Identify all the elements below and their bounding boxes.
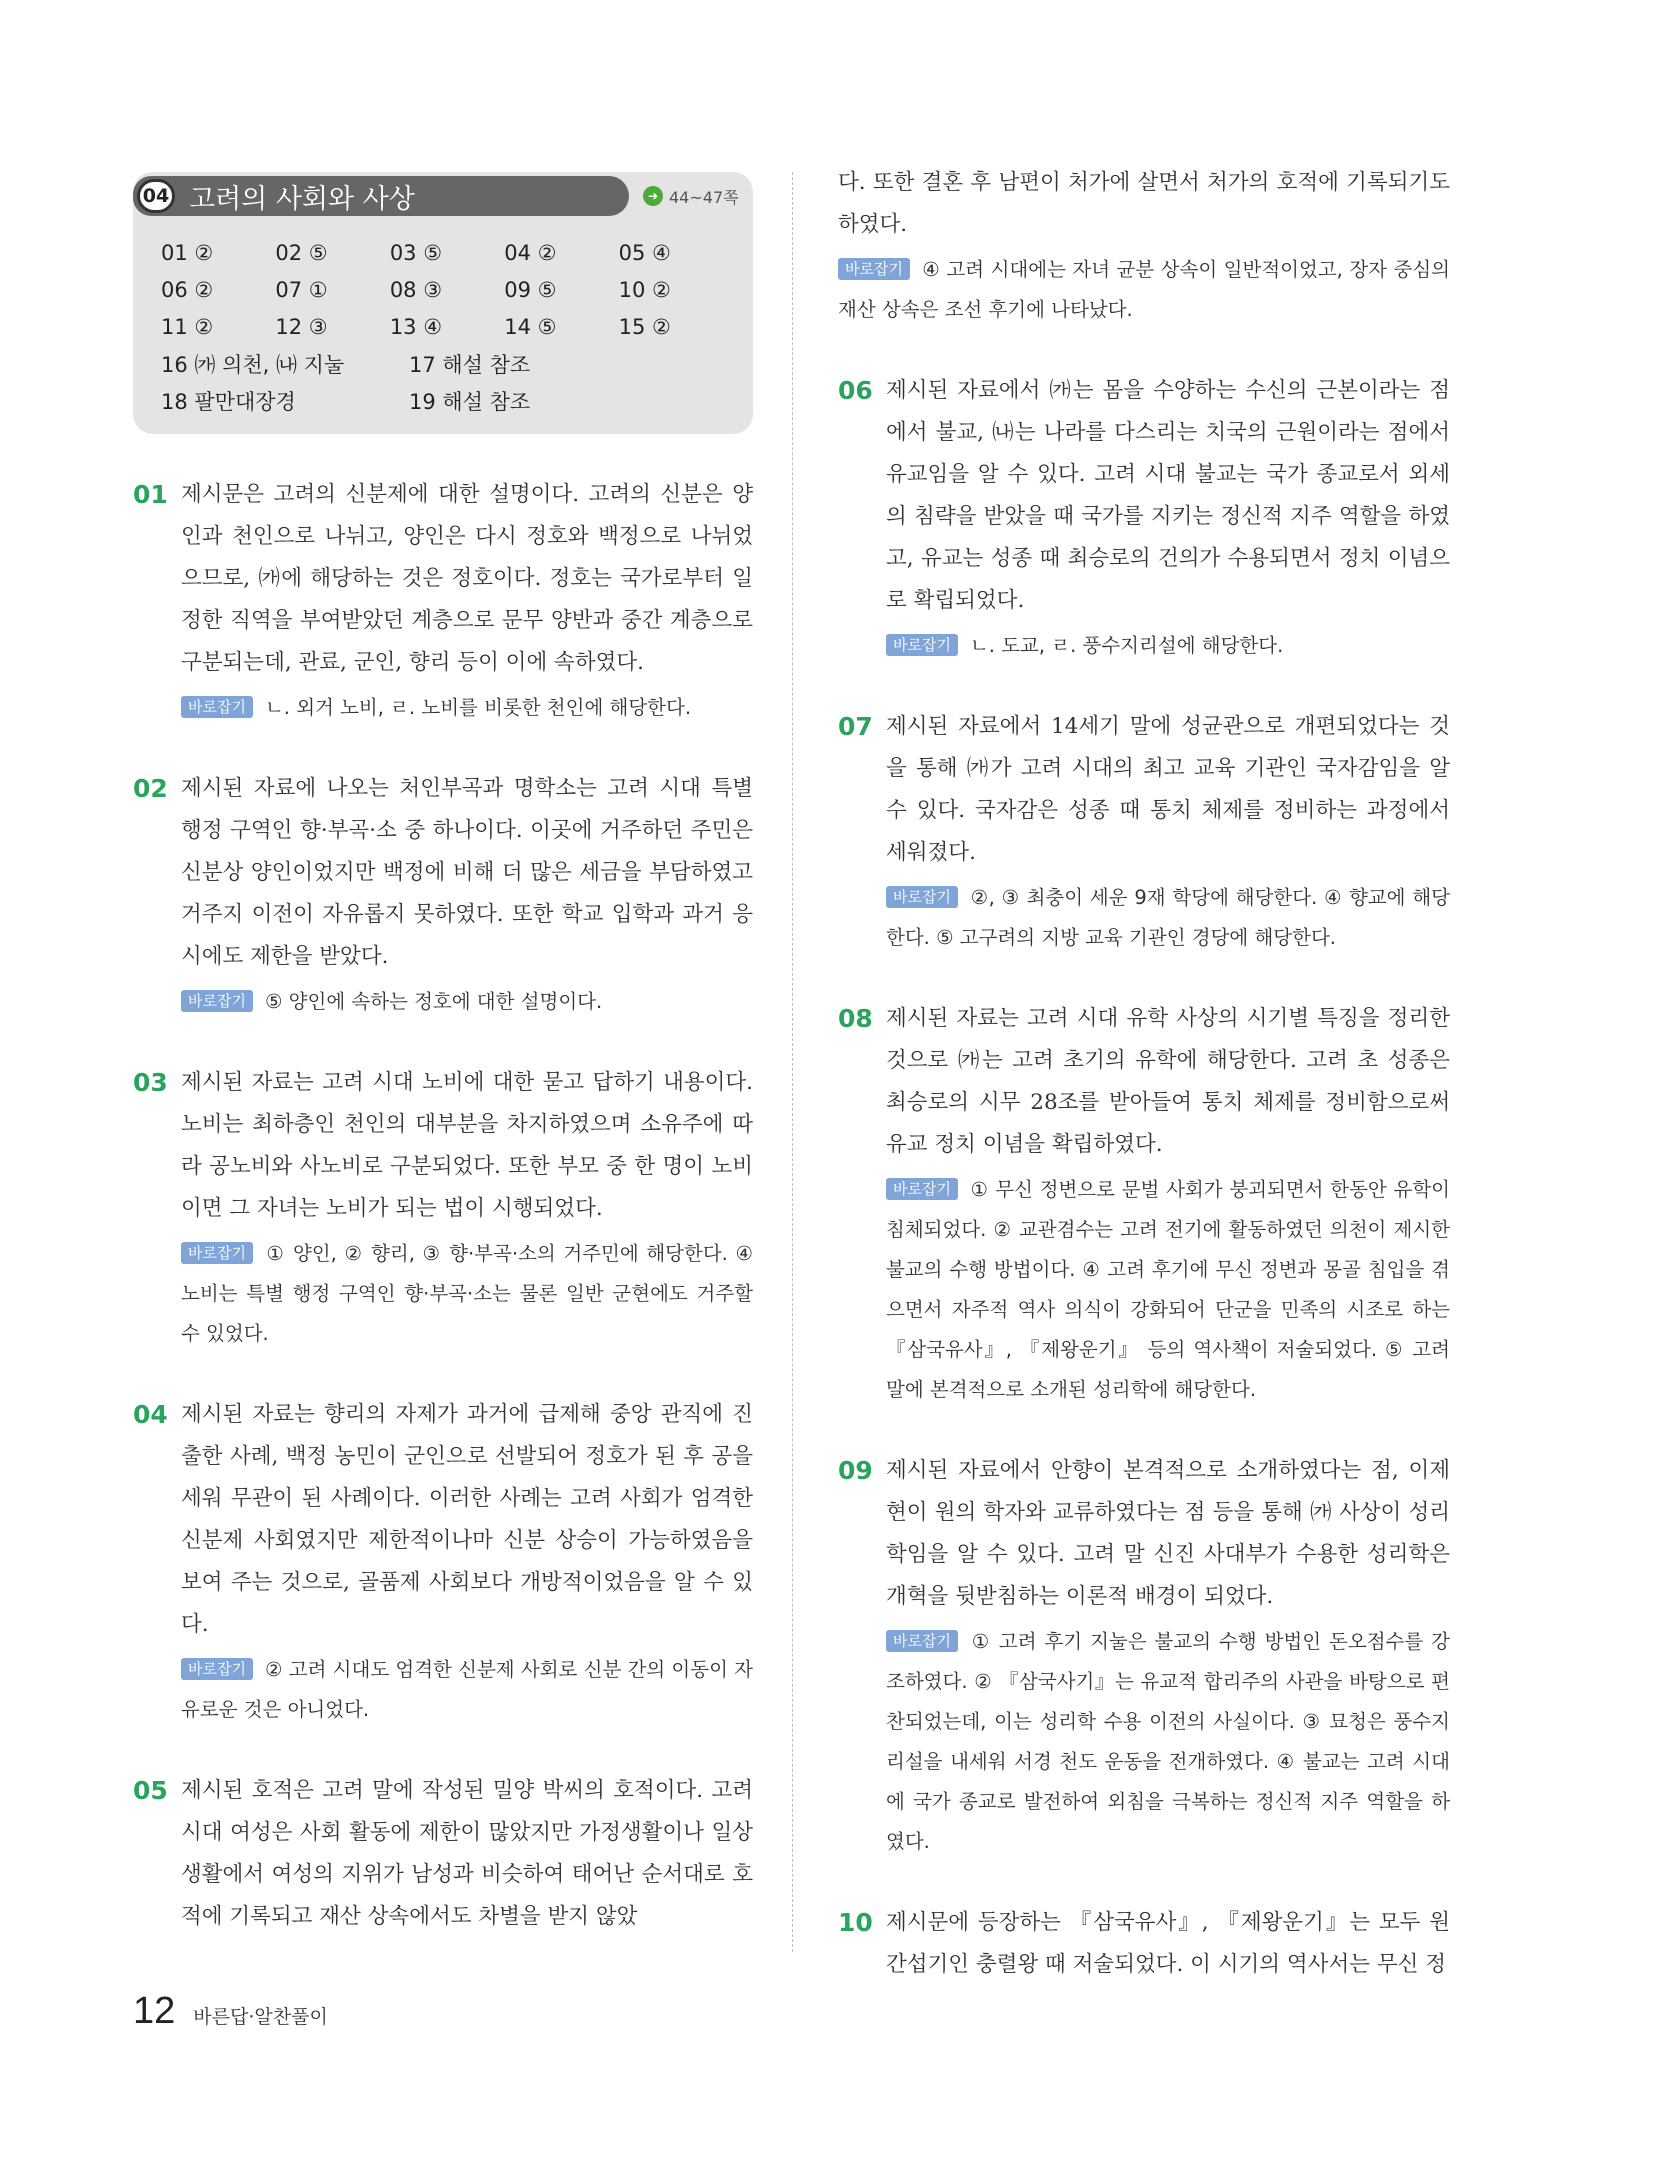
explanation-text: 제시된 자료에 나오는 처인부곡과 명학소는 고려 시대 특별 행정 구역인 향·부곡·소 중 하나이다. 이곳에 거주하던 주민은 신분상 양인이었지만 백정에 비해 더 많은 세금을 부담하였고 거주지 이전이 자유롭지 못하였다. 또한 학교 입학과 과거 응시에도 제한을 받았다. bbox=[181, 776, 753, 969]
explanation-text: 제시된 자료에서 안향이 본격적으로 소개하였다는 점, 이제현이 원의 학자와 교류하였다는 점 등을 통해 ㈎ 사상이 성리학임을 알 수 있다. 고려 말 신진 사대부가 수용한 성리학은 개혁을 뒷받침하는 이론적 배경이 되었다. bbox=[886, 1458, 1450, 1609]
page-reference bbox=[643, 178, 739, 214]
answer-cell: 08 ③ bbox=[389, 277, 443, 302]
left-column bbox=[133, 172, 753, 1978]
answer-cell: 04 ② bbox=[504, 240, 557, 265]
explanation-text: 제시된 자료는 고려 시대 노비에 대한 묻고 답하기 내용이다. 노비는 최하층인 천인의 대부분을 차지하였으며 소유주에 따라 공노비와 사노비로 구분되었다. 또한 부모 중 한 명이 노비이면 그 자녀는 노비가 되는 법이 시행되었다. bbox=[181, 1070, 753, 1221]
explanation-text: 제시된 자료는 고려 시대 유학 사상의 시기별 특징을 정리한 것으로 ㈎는 고려 초기의 유학에 해당한다. 고려 초 성종은 최승로의 시무 28조를 받아들여 통치 체제를 정비함으로써 유교 정치 이념을 확립하였다. bbox=[886, 1006, 1450, 1157]
answer-row bbox=[161, 308, 733, 345]
book-label: 바른답·알찬풀이 bbox=[193, 2006, 328, 2028]
question-number: 08 bbox=[838, 1004, 873, 1033]
answer-cell: 05 ④ bbox=[618, 240, 671, 265]
answer-cell: 18 팔만대장경 bbox=[161, 389, 296, 414]
correction-badge: 바로잡기 bbox=[886, 634, 958, 656]
question-02 bbox=[133, 768, 753, 1022]
arrow-icon: ➔ bbox=[643, 186, 663, 206]
answer-cell: 03 ⑤ bbox=[389, 240, 443, 265]
answer-cell: 01 ② bbox=[161, 240, 214, 265]
question-number: 06 bbox=[838, 376, 873, 405]
correction-note bbox=[181, 1234, 753, 1354]
question-06 bbox=[838, 370, 1450, 666]
explanation-text: 제시문은 고려의 신분제에 대한 설명이다. 고려의 신분은 양인과 천인으로 나뉘고, 양인은 다시 정호와 백정으로 나뉘었으므로, ㈎에 해당하는 것은 정호이다. 정호는 국가로부터 일정한 직역을 부여받았던 계층으로 문무 양반과 중간 계층으로 구분되는데, 관료, 군인, 향리 등이 이에 속하였다. bbox=[181, 482, 753, 675]
question-07 bbox=[838, 706, 1450, 958]
explanation-text: 제시문에 등장하는 『삼국유사』, 『제왕운기』는 모두 원 간섭기인 충렬왕 때 저술되었다. 이 시기의 역사서는 무신 정 bbox=[886, 1910, 1450, 1977]
correction-badge: 바로잡기 bbox=[181, 990, 253, 1012]
question-08 bbox=[838, 998, 1450, 1410]
question-04 bbox=[133, 1394, 753, 1730]
correction-badge: 바로잡기 bbox=[181, 696, 253, 718]
correction-text: ① 무신 정변으로 문벌 사회가 붕괴되면서 한동안 유학이 침체되었다. ② 교관겸수는 고려 전기에 활동하였던 의천이 제시한 불교의 수행 방법이다. ④ 고려 후기에 무신 정변과 몽골 침입을 겪으면서 자주적 역사 의식이 강화되어 단군을 민족의 시조로 하는 『삼국유사』, 『제왕운기』 등의 역사책이 저술되었다. ⑤ 고려 말에 본격적으로 소개된 성리학에 해당한다. bbox=[886, 1178, 1450, 1401]
answer-cell: 02 ⑤ bbox=[275, 240, 328, 265]
answer-box bbox=[133, 172, 753, 434]
answer-cell: 09 ⑤ bbox=[504, 277, 557, 302]
correction-note bbox=[886, 878, 1450, 958]
question-05 bbox=[133, 1770, 753, 1938]
question-03 bbox=[133, 1062, 753, 1354]
correction-text: ㄴ. 도교, ㄹ. 풍수지리설에 해당한다. bbox=[969, 634, 1284, 657]
correction-note bbox=[181, 1650, 753, 1730]
question-number: 05 bbox=[133, 1776, 168, 1805]
explanation-text: 제시된 자료에서 14세기 말에 성균관으로 개편되었다는 것을 통해 ㈎가 고려 시대의 최고 교육 기관인 국자감임을 알 수 있다. 국자감은 성종 때 통치 체제를 정비하는 과정에서 세워졌다. bbox=[886, 714, 1450, 865]
answer-cell: 19 해설 참조 bbox=[409, 389, 531, 414]
question-number: 04 bbox=[133, 1400, 168, 1429]
correction-badge: 바로잡기 bbox=[181, 1242, 253, 1264]
question-05-continued bbox=[838, 162, 1450, 330]
correction-note bbox=[181, 982, 753, 1022]
correction-text: ② 고려 시대도 엄격한 신분제 사회로 신분 간의 이동이 자유로운 것은 아니었다. bbox=[181, 1658, 753, 1721]
correction-text: ① 양인, ② 향리, ③ 향·부곡·소의 거주민에 해당한다. ④ 노비는 특별 행정 구역인 향·부곡·소는 물론 일반 군현에도 거주할 수 있었다. bbox=[181, 1242, 753, 1345]
answer-row bbox=[161, 382, 733, 419]
question-number: 01 bbox=[133, 480, 168, 509]
question-number: 02 bbox=[133, 774, 168, 803]
answer-box-header bbox=[133, 176, 629, 216]
answer-cell: 14 ⑤ bbox=[504, 314, 557, 339]
answer-cell: 07 ① bbox=[275, 277, 328, 302]
page-number: 12 bbox=[133, 1990, 176, 2032]
answer-cell: 11 ② bbox=[161, 314, 214, 339]
question-01 bbox=[133, 474, 753, 728]
answer-cell: 15 ② bbox=[618, 314, 671, 339]
correction-text: ① 고려 후기 지눌은 불교의 수행 방법인 돈오점수를 강조하였다. ② 『삼국사기』는 유교적 합리주의 사관을 바탕으로 편찬되었는데, 이는 성리학 수용 이전의 사실이다. ③ 묘청은 풍수지리설을 내세워 서경 천도 운동을 전개하였다. ④ 불교는 고려 시대에 국가 종교로 발전하여 외침을 극복하는 정신적 지주 역할을 하였다. bbox=[886, 1630, 1450, 1853]
question-number: 03 bbox=[133, 1068, 168, 1097]
correction-text: ⑤ 양인에 속하는 정호에 대한 설명이다. bbox=[264, 990, 603, 1013]
explanation-text: 제시된 자료는 향리의 자제가 과거에 급제해 중앙 관직에 진출한 사례, 백정 농민이 군인으로 선발되어 정호가 된 후 공을 세워 무관이 된 사례이다. 이러한 사례는 고려 사회가 엄격한 신분제 사회였지만 제한적이나마 신분 상승이 가능하였음을 보여 주는 것으로, 골품제 사회보다 개방적이었음을 알 수 있다. bbox=[181, 1402, 753, 1637]
question-number: 09 bbox=[838, 1456, 873, 1485]
column-divider bbox=[792, 172, 793, 1952]
correction-text: ㄴ. 외거 노비, ㄹ. 노비를 비롯한 천인에 해당한다. bbox=[264, 696, 692, 719]
correction-badge: 바로잡기 bbox=[838, 258, 910, 280]
correction-badge: 바로잡기 bbox=[886, 1178, 958, 1200]
answer-cell: 17 해설 참조 bbox=[409, 352, 531, 377]
answer-row bbox=[161, 345, 733, 382]
correction-text: ④ 고려 시대에는 자녀 균분 상속이 일반적이었고, 장자 중심의 재산 상속은 조선 후기에 나타났다. bbox=[838, 258, 1450, 321]
answer-cell: 06 ② bbox=[161, 277, 214, 302]
question-09 bbox=[838, 1450, 1450, 1862]
correction-note bbox=[181, 688, 753, 728]
correction-note bbox=[886, 1622, 1450, 1862]
question-number: 07 bbox=[838, 712, 873, 741]
correction-badge: 바로잡기 bbox=[181, 1658, 253, 1680]
correction-badge: 바로잡기 bbox=[886, 886, 958, 908]
answer-cell: 10 ② bbox=[618, 277, 671, 302]
question-number: 10 bbox=[838, 1908, 873, 1937]
section-number: 04 bbox=[137, 179, 175, 213]
explanation-text: 다. 또한 결혼 후 남편이 처가에 살면서 처가의 호적에 기록되기도 하였다. bbox=[838, 170, 1450, 237]
answer-row bbox=[161, 234, 733, 271]
explanation-text: 제시된 자료에서 ㈎는 몸을 수양하는 수신의 근본이라는 점에서 불교, ㈏는 나라를 다스리는 치국의 근원이라는 점에서 유교임을 알 수 있다. 고려 시대 불교는 국가 종교로서 외세의 침략을 받았을 때 국가를 지키는 정신적 지주 역할을 하였고, 유교는 성종 때 최승로의 건의가 수용되면서 정치 이념으로 확립되었다. bbox=[886, 378, 1450, 613]
answer-cell: 16 ㈎ 의천, ㈏ 지눌 bbox=[161, 352, 345, 377]
answer-row bbox=[161, 271, 733, 308]
section-title: 고려의 사회와 사상 bbox=[189, 183, 415, 215]
page-footer bbox=[133, 1990, 328, 2033]
answer-cell: 13 ④ bbox=[389, 314, 443, 339]
correction-badge: 바로잡기 bbox=[886, 1630, 958, 1652]
answer-grid bbox=[161, 234, 733, 419]
correction-note bbox=[838, 250, 1450, 330]
right-column bbox=[838, 162, 1450, 2026]
answer-cell: 12 ③ bbox=[275, 314, 328, 339]
explanation-text: 제시된 호적은 고려 말에 작성된 밀양 박씨의 호적이다. 고려 시대 여성은 사회 활동에 제한이 많았지만 가정생활이나 일상생활에서 여성의 지위가 남성과 비슷하여 태어난 순서대로 호적에 기록되고 재산 상속에서도 차별을 받지 않았 bbox=[181, 1778, 753, 1929]
page-reference-text: 44~47쪽 bbox=[669, 187, 739, 207]
correction-note bbox=[886, 626, 1450, 666]
correction-note bbox=[886, 1170, 1450, 1410]
question-10 bbox=[838, 1902, 1450, 1986]
correction-text: ②, ③ 최충이 세운 9재 학당에 해당한다. ④ 향교에 해당한다. ⑤ 고구려의 지방 교육 기관인 경당에 해당한다. bbox=[886, 886, 1450, 949]
